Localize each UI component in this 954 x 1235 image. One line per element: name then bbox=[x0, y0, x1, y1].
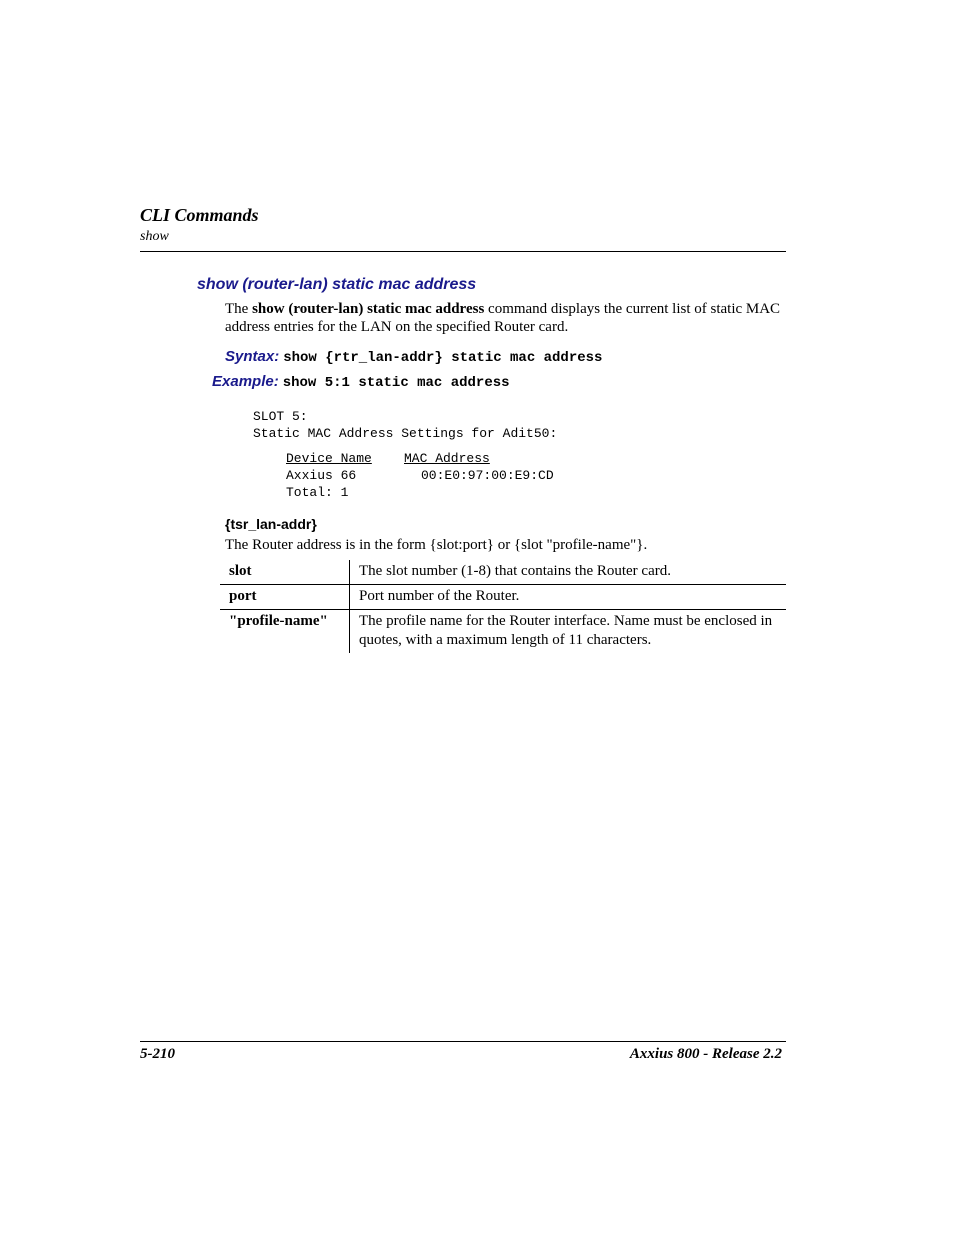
syntax-command: show {rtr_lan-addr} static mac address bbox=[283, 350, 603, 366]
param-term: "profile-name" bbox=[220, 610, 350, 654]
syntax-label: Syntax: bbox=[225, 348, 280, 365]
example-command: show 5:1 static mac address bbox=[282, 375, 510, 391]
table-row bbox=[220, 610, 786, 654]
syntax-row bbox=[225, 348, 602, 366]
example-row bbox=[212, 373, 510, 391]
output-slot-line: SLOT 5: bbox=[253, 409, 308, 424]
param-definition: The slot number (1-8) that contains the Router card. bbox=[359, 563, 671, 579]
footer-rule bbox=[140, 1041, 786, 1042]
param-term: slot bbox=[220, 560, 350, 585]
intro-command-name: show (router-lan) static mac address bbox=[252, 301, 485, 317]
example-label: Example: bbox=[212, 373, 279, 390]
page-number: 5-210 bbox=[140, 1046, 175, 1062]
output-column-mac-address: MAC Address bbox=[404, 451, 490, 466]
output-settings-line: Static MAC Address Settings for Adit50: bbox=[253, 426, 558, 441]
table-row bbox=[220, 560, 786, 585]
param-definition: The profile name for the Router interface. Name must be enclosed in quotes, with a maximum length of 11 characters. bbox=[350, 610, 787, 654]
intro-text-pre: The bbox=[225, 301, 253, 317]
footer-product: Axxius 800 - Release 2.2 bbox=[629, 1046, 782, 1062]
output-row-mac: 00:E0:97:00:E9:CD bbox=[421, 468, 554, 483]
running-header-subtitle: show bbox=[140, 229, 169, 244]
output-total-line: Total: 1 bbox=[286, 485, 349, 500]
param-term: port bbox=[220, 585, 350, 610]
output-column-device-name: Device Name bbox=[286, 451, 372, 466]
running-header-title: CLI Commands bbox=[140, 205, 259, 225]
param-definition: Port number of the Router. bbox=[350, 585, 787, 610]
header-rule bbox=[140, 251, 786, 252]
table-row bbox=[220, 585, 786, 610]
output-row-device: Axxius 66 bbox=[286, 468, 357, 483]
intro-paragraph bbox=[225, 300, 785, 336]
intro-text-post: command displays the current list of static MAC address entries for the LAN on the specified Router card. bbox=[225, 301, 781, 335]
parameter-table bbox=[220, 560, 786, 653]
parameter-heading: {tsr_lan-addr} bbox=[225, 516, 317, 532]
parameter-description: The Router address is in the form {slot:port} or {slot "profile-name"}. bbox=[225, 537, 648, 553]
section-heading: show (router-lan) static mac address bbox=[197, 276, 477, 293]
